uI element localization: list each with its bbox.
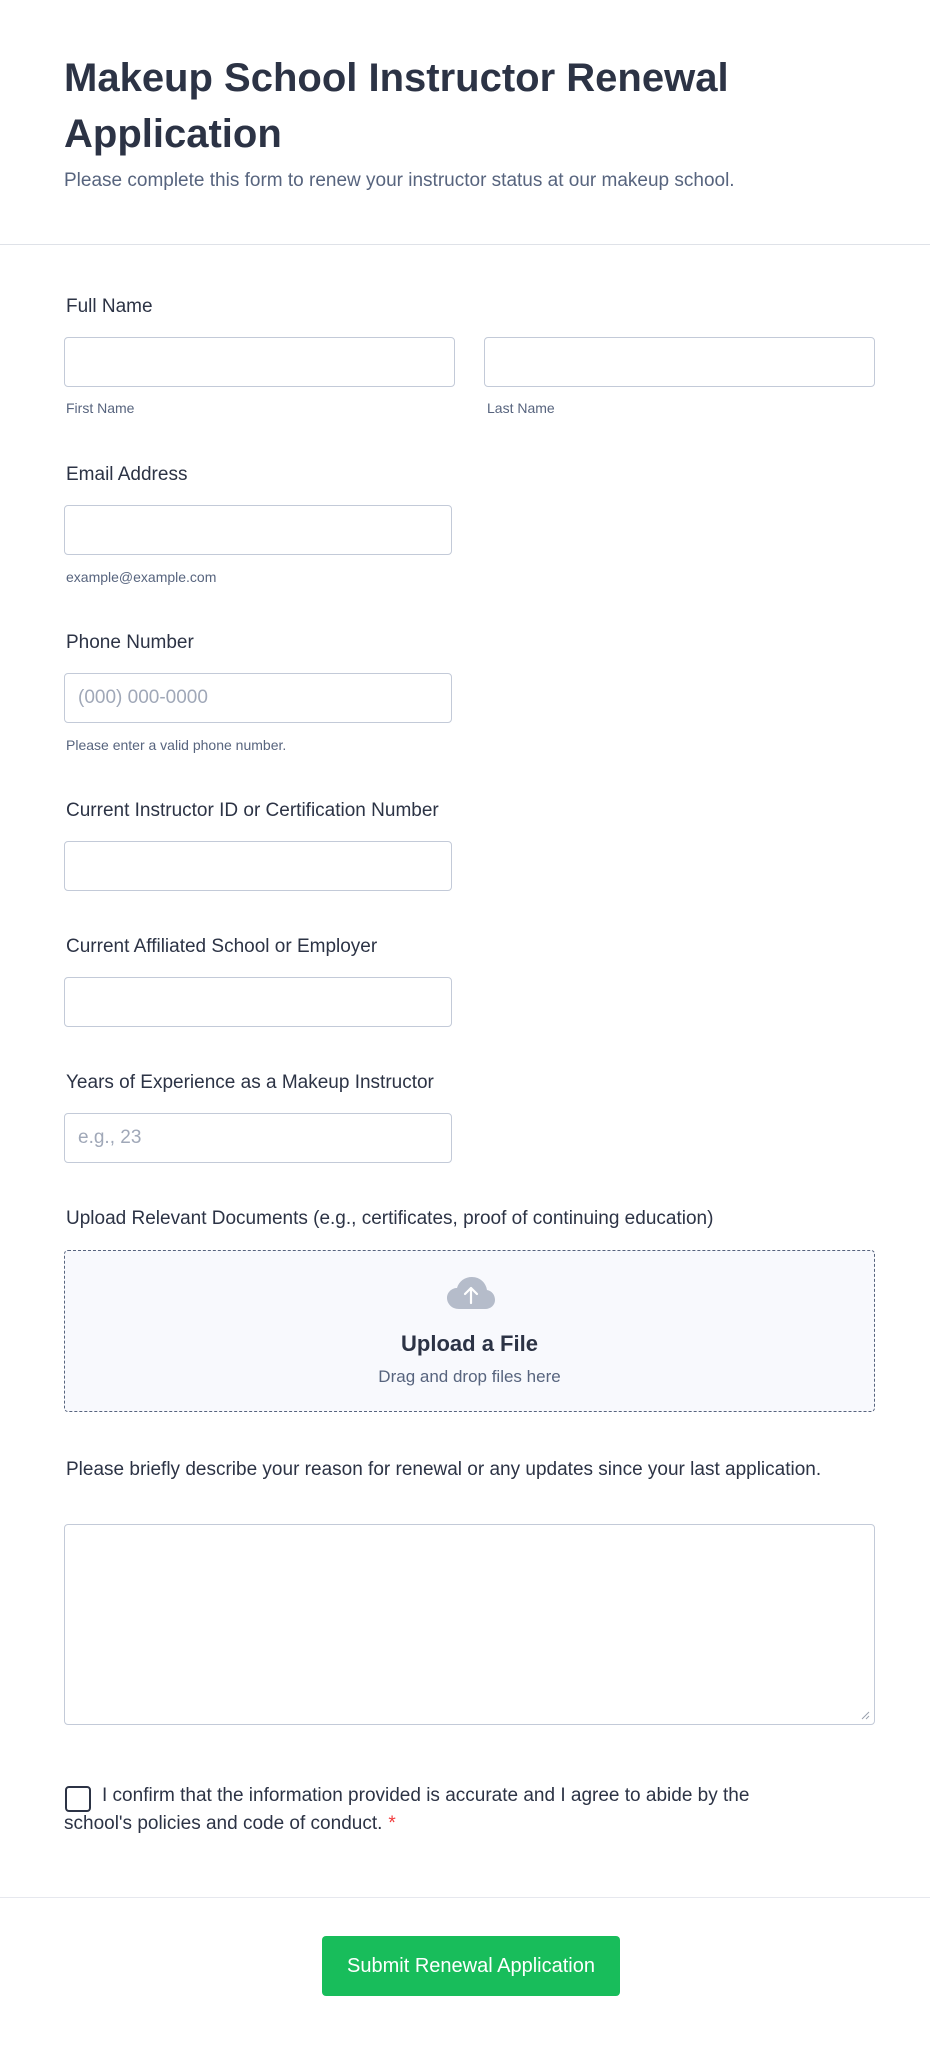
affiliation-label: Current Affiliated School or Employer — [66, 936, 378, 957]
consent-text — [64, 1782, 784, 1838]
last-name-input[interactable] — [484, 337, 875, 387]
first-name-input[interactable] — [64, 337, 455, 387]
header-divider — [0, 244, 930, 245]
reason-textarea[interactable] — [64, 1524, 875, 1725]
email-label: Email Address — [66, 464, 188, 485]
required-mark: * — [388, 1813, 396, 1834]
affiliation-input[interactable] — [64, 977, 452, 1027]
full-name-section — [64, 296, 153, 318]
form-header — [0, 0, 930, 195]
page-subtitle: Please complete this form to renew your instructor status at our makeup school. — [64, 170, 735, 191]
footer-divider — [0, 1897, 930, 1898]
phone-sublabel: Please enter a valid phone number. — [66, 737, 287, 753]
upload-title: Upload a File — [401, 1331, 538, 1356]
email-field[interactable] — [64, 505, 452, 555]
instructor-id-label: Current Instructor ID or Certification Number — [66, 800, 439, 821]
instructor-id-input[interactable] — [64, 841, 452, 891]
file-upload-dropzone[interactable] — [64, 1250, 875, 1412]
full-name-label: Full Name — [66, 296, 153, 317]
first-name-sublabel: First Name — [66, 400, 135, 416]
cloud-upload-icon — [447, 1277, 495, 1311]
upload-label: Upload Relevant Documents (e.g., certificates, proof of continuing education) — [66, 1208, 714, 1229]
phone-label: Phone Number — [66, 632, 194, 653]
submit-button[interactable]: Submit Renewal Application — [322, 1936, 620, 1996]
page-title: Makeup School Instructor Renewal Application — [64, 56, 729, 156]
experience-input[interactable]: e.g., 23 — [64, 1113, 452, 1163]
upload-subtitle: Drag and drop files here — [378, 1367, 561, 1386]
experience-label: Years of Experience as a Makeup Instructor — [66, 1072, 434, 1093]
email-sublabel: example@example.com — [66, 569, 217, 585]
phone-input[interactable]: (000) 000-0000 — [64, 673, 452, 723]
reason-label: Please briefly describe your reason for renewal or any updates since your last application. — [66, 1459, 822, 1480]
last-name-sublabel: Last Name — [487, 400, 555, 416]
consent-label: I confirm that the information provided is accurate and I agree to abide by the school's policies and code of conduct. — [64, 1785, 750, 1834]
resize-handle-icon[interactable] — [860, 1710, 870, 1720]
